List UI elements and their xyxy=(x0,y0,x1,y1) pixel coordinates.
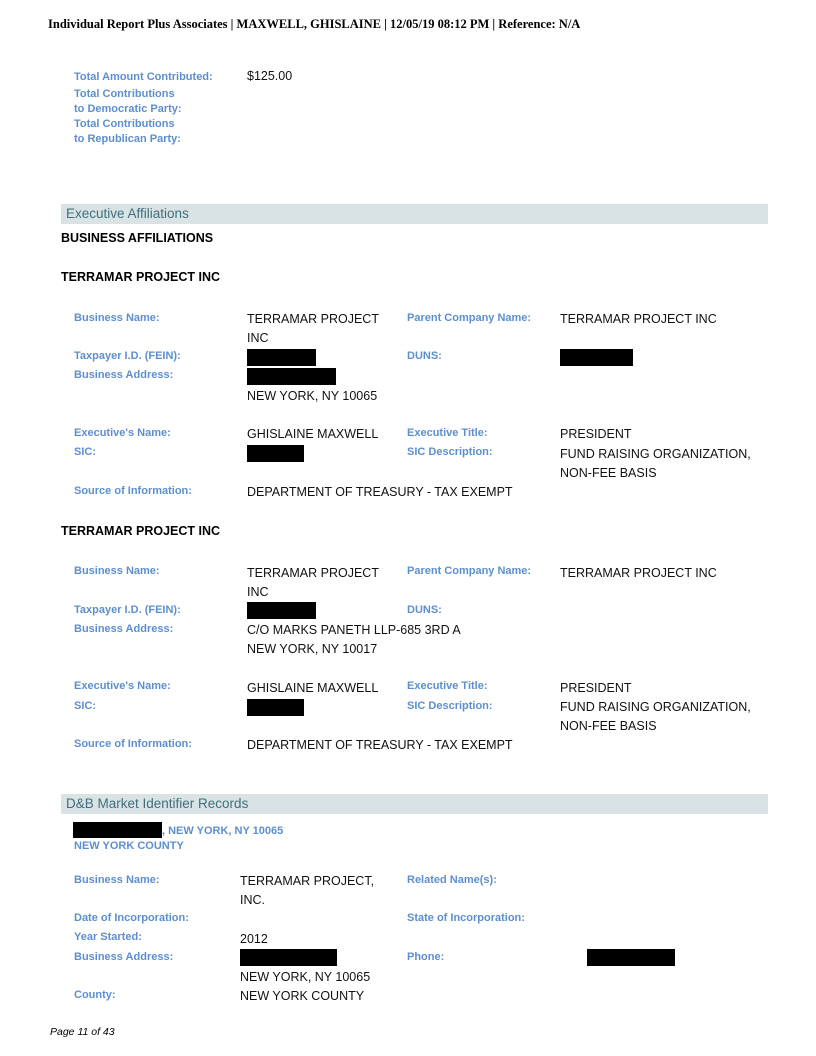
rep-contributions-label-1: Total Contributions xyxy=(74,118,175,130)
county-label: County: xyxy=(74,989,116,1001)
county-value: NEW YORK COUNTY xyxy=(240,989,365,1003)
sic-description-value: FUND RAISING ORGANIZATION, xyxy=(560,447,751,461)
total-contributed-value: $125.00 xyxy=(247,69,293,83)
fein-label: Taxpayer I.D. (FEIN): xyxy=(74,604,181,616)
affiliation-record-heading: TERRAMAR PROJECT INC xyxy=(61,524,221,538)
total-contributed-label: Total Amount Contributed: xyxy=(74,71,213,83)
dnb-business-name-value: TERRAMAR PROJECT, xyxy=(240,874,375,888)
redaction-block xyxy=(247,699,304,716)
year-started-value: 2012 xyxy=(240,932,268,946)
redaction-block xyxy=(247,445,304,462)
executive-title-value: PRESIDENT xyxy=(560,681,632,695)
executive-name-value: GHISLAINE MAXWELL xyxy=(247,681,379,695)
business-address-label: Business Address: xyxy=(74,369,174,381)
dnb-location-heading: , NEW YORK, NY 10065 xyxy=(162,825,284,837)
phone-label: Phone: xyxy=(407,951,445,963)
source-label: Source of Information: xyxy=(74,485,192,497)
sic-label: SIC: xyxy=(74,700,96,712)
dnb-business-name-label: Business Name: xyxy=(74,874,160,886)
dem-contributions-label-1: Total Contributions xyxy=(74,88,175,100)
report-header: Individual Report Plus Associates | MAXWELL, GHISLAINE | 12/05/19 08:12 PM | Reference: N/A xyxy=(48,17,581,31)
sic-description-value: FUND RAISING ORGANIZATION, xyxy=(560,700,751,714)
dnb-business-address-value: NEW YORK, NY 10065 xyxy=(240,970,371,984)
redaction-block xyxy=(247,602,316,619)
incorporation-state-label: State of Incorporation: xyxy=(407,912,525,924)
dnb-county-heading: NEW YORK COUNTY xyxy=(74,840,184,852)
affiliation-record-heading: TERRAMAR PROJECT INC xyxy=(61,270,221,284)
executive-title-label: Executive Title: xyxy=(407,427,488,439)
executive-title-value: PRESIDENT xyxy=(560,427,632,441)
source-label: Source of Information: xyxy=(74,738,192,750)
duns-label: DUNS: xyxy=(407,350,442,362)
business-name-value-line-2: INC xyxy=(247,331,269,345)
business-name-value-line-2: INC xyxy=(247,585,269,599)
source-value: DEPARTMENT OF TREASURY - TAX EXEMPT xyxy=(247,738,513,752)
sic-description-value-line-2: NON-FEE BASIS xyxy=(560,719,657,733)
sic-description-value-line-2: NON-FEE BASIS xyxy=(560,466,657,480)
redaction-block xyxy=(247,368,336,385)
executive-affiliations-band: Executive Affiliations xyxy=(61,204,768,224)
business-address-value: NEW YORK, NY 10065 xyxy=(247,389,378,403)
business-name-label: Business Name: xyxy=(74,312,160,324)
business-address-value: C/O MARKS PANETH LLP-685 3RD A xyxy=(247,623,461,637)
incorporation-date-label: Date of Incorporation: xyxy=(74,912,189,924)
year-started-label: Year Started: xyxy=(74,931,142,943)
duns-label: DUNS: xyxy=(407,604,442,616)
rep-contributions-label-2: to Republican Party: xyxy=(74,133,181,145)
fein-label: Taxpayer I.D. (FEIN): xyxy=(74,350,181,362)
page-number: Page 11 of 43 xyxy=(50,1026,115,1038)
dnb-records-band: D&B Market Identifier Records xyxy=(61,794,768,814)
redaction-block xyxy=(560,349,633,366)
business-name-value: TERRAMAR PROJECT xyxy=(247,312,379,326)
executive-name-label: Executive's Name: xyxy=(74,427,171,439)
sic-description-label: SIC Description: xyxy=(407,700,493,712)
business-affiliations-heading: BUSINESS AFFILIATIONS xyxy=(61,231,214,245)
redaction-block xyxy=(240,949,337,966)
executive-name-value: GHISLAINE MAXWELL xyxy=(247,427,379,441)
redaction-block xyxy=(73,822,162,838)
dnb-business-name-value-line-2: INC. xyxy=(240,893,265,907)
business-name-label: Business Name: xyxy=(74,565,160,577)
parent-company-value: TERRAMAR PROJECT INC xyxy=(560,312,717,326)
related-names-label: Related Name(s): xyxy=(407,874,497,886)
sic-label: SIC: xyxy=(74,446,96,458)
executive-name-label: Executive's Name: xyxy=(74,680,171,692)
source-value: DEPARTMENT OF TREASURY - TAX EXEMPT xyxy=(247,485,513,499)
business-address-value-line-2: NEW YORK, NY 10017 xyxy=(247,642,378,656)
executive-title-label: Executive Title: xyxy=(407,680,488,692)
parent-company-value: TERRAMAR PROJECT INC xyxy=(560,566,717,580)
sic-description-label: SIC Description: xyxy=(407,446,493,458)
redaction-block xyxy=(247,349,316,366)
parent-company-label: Parent Company Name: xyxy=(407,312,532,324)
dnb-business-address-label: Business Address: xyxy=(74,951,174,963)
parent-company-label: Parent Company Name: xyxy=(407,565,532,577)
redaction-block xyxy=(587,949,675,966)
business-address-label: Business Address: xyxy=(74,623,174,635)
business-name-value: TERRAMAR PROJECT xyxy=(247,566,379,580)
dem-contributions-label-2: to Democratic Party: xyxy=(74,103,182,115)
